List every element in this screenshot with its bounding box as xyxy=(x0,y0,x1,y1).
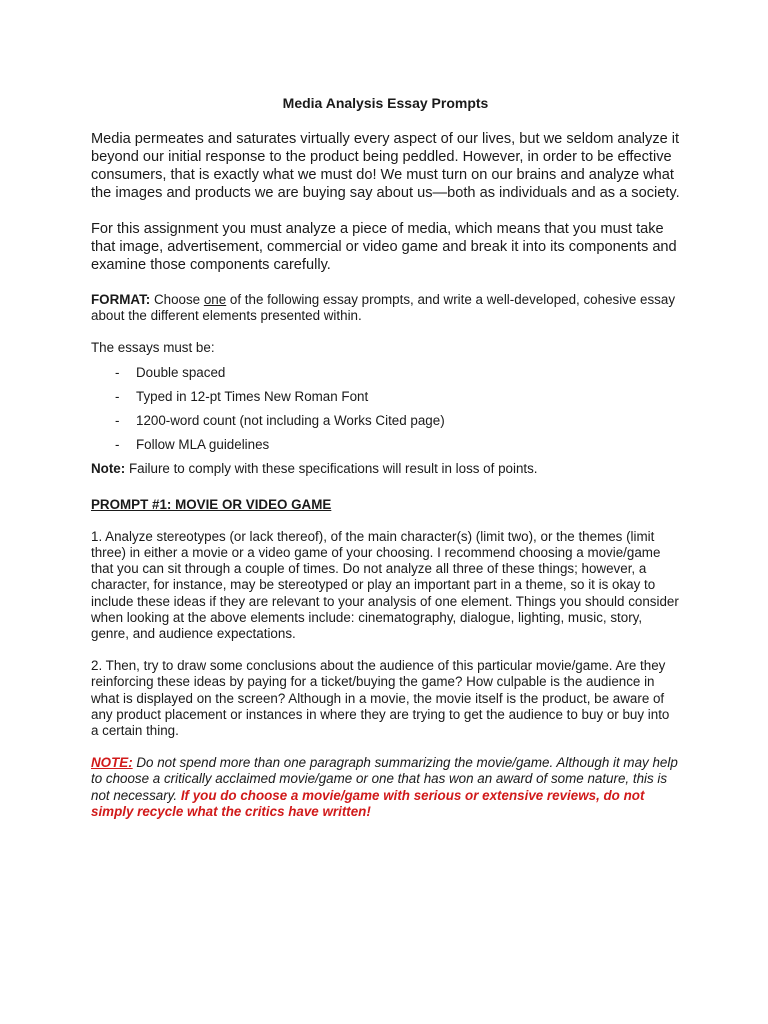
note-text: Failure to comply with these specifications will result in loss of points. xyxy=(125,460,538,476)
format-label: FORMAT: xyxy=(91,292,151,307)
intro-paragraph-1: Media permeates and saturates virtually every aspect of our lives, but we seldom analyze it beyond our initial response to the product being peddled. However, in order to be effective consumers, that is exactly what we must do! We must turn on our brains and analyze what the images and products we are buying say about us—both as individuals and as a society. xyxy=(91,131,680,201)
document-title: Media Analysis Essay Prompts xyxy=(282,95,489,111)
format-underlined-word: one xyxy=(203,292,227,307)
list-item-text: Double spaced xyxy=(136,364,226,380)
requirements-intro: The essays must be: xyxy=(91,340,215,356)
prompt-1-paragraph-2: 2. Then, try to draw some conclusions about the audience of this particular movie/game. Are they reinforcing these ideas by paying for a ticket/buying the game? How culpable is the audience in what is displayed on the screen? Although in a movie, the movie itself is the product, be aware of any product placement or instances in where they are trying to get the audience to buy or buy into a certain thing. xyxy=(91,658,670,739)
list-item xyxy=(91,437,680,453)
list-item-text: Typed in 12-pt Times New Roman Font xyxy=(136,388,369,404)
format-paragraph xyxy=(91,292,680,324)
bullet-dash: - xyxy=(115,364,120,380)
list-item-text: Follow MLA guidelines xyxy=(136,436,270,452)
list-item xyxy=(91,389,680,405)
list-item xyxy=(91,365,680,381)
note-label: Note: xyxy=(91,460,126,476)
bullet-dash: - xyxy=(115,436,120,452)
critics-warning-text: If you do choose a movie/game with serious or extensive reviews, do not simply recycle what the critics have written! xyxy=(91,787,645,819)
format-text-after: of the following essay prompts, and write a well-developed, cohesive essay about the different elements presented within. xyxy=(91,292,676,324)
bullet-dash: - xyxy=(115,412,120,428)
list-item xyxy=(91,413,680,429)
critics-note-text: Do not spend more than one paragraph summarizing the movie/game. Although it may help to choose a critically acclaimed movie/game or one that has won an award of some nature, this is not necessary. xyxy=(91,755,678,803)
bullet-dash: - xyxy=(115,388,120,404)
critics-note-label: NOTE: xyxy=(91,755,133,771)
critics-note-paragraph xyxy=(91,755,680,820)
intro-paragraph-2: For this assignment you must analyze a piece of media, which means that you must take that image, advertisement, commercial or video game and break it into its components and examine those components carefully. xyxy=(91,221,677,273)
list-item-text: 1200-word count (not including a Works Cited page) xyxy=(136,412,445,428)
prompt-1-paragraph-1: 1. Analyze stereotypes (or lack thereof), of the main character(s) (limit two), or the themes (limit three) in either a movie or a video game of your choosing. I recommend choosing a movie/game that you can sit through a couple of times. Do not analyze all three of these things; however, a character, for instance, may be stereotyped or play an important part in a theme, so it is okay to include these ideas if they are relevant to your analysis of one element. Things you should consider when looking at the above elements include: cinematography, dialogue, lighting, music, story, genre, and audience expectations. xyxy=(91,528,679,642)
prompt-1-heading: PROMPT #1: MOVIE OR VIDEO GAME xyxy=(91,496,332,512)
note-paragraph xyxy=(91,461,680,477)
format-text-before: Choose xyxy=(150,292,204,307)
requirements-list xyxy=(91,365,680,453)
